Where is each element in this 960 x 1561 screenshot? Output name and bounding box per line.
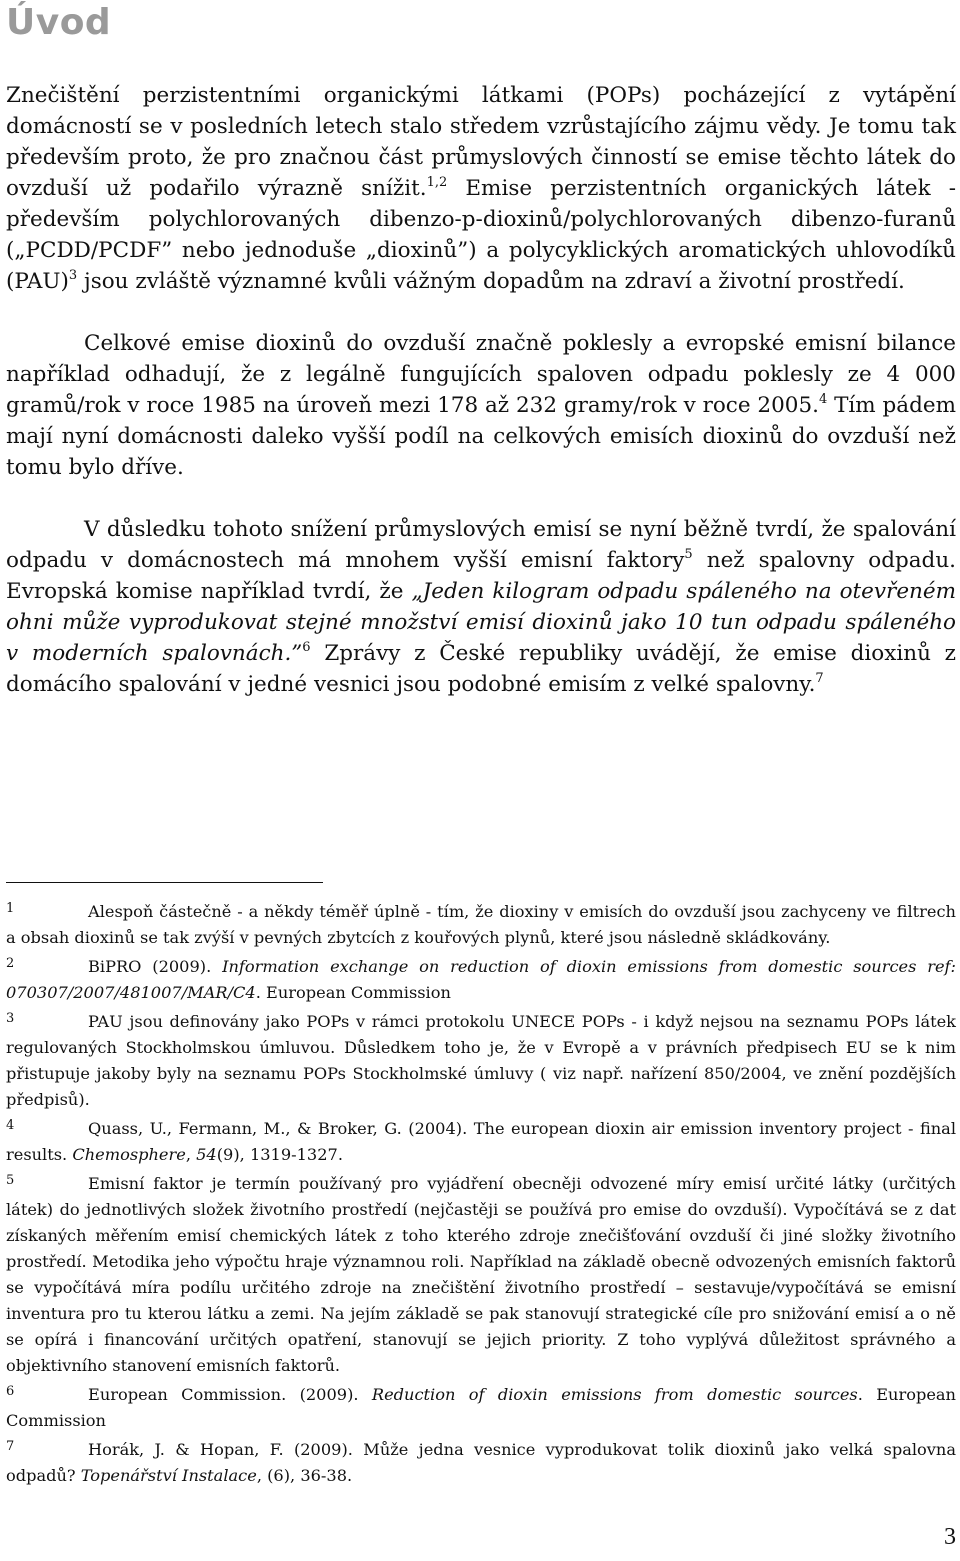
footnote-7 [6, 1434, 956, 1489]
footnote-text: (9), 1319-1327. [216, 1145, 343, 1164]
paragraph-1-text-a: Znečištění perzistentními organickými látkami (POPs) pocházející z vytápění domácností se v posledních letech stalo středem vzrůstajícího zájmu vědy. Je tomu tak především proto, že pro značnou část průmyslových činností se emise těchto látek do ovzduší už podařilo výrazně snížit. [6, 83, 956, 201]
footnote-number: 2 [6, 956, 15, 971]
footnote-number: 7 [6, 1439, 15, 1454]
paragraph-1-text-c: jsou zvláště významné kvůli vážným dopadům na zdraví a životní prostředí. [77, 269, 905, 294]
paragraph-2 [6, 328, 956, 483]
footnote-ref-5[interactable]: 5 [684, 547, 693, 562]
footnotes [6, 896, 956, 1489]
footnote-6 [6, 1379, 956, 1434]
footnote-text: Quass, U., Fermann, M., & Broker, G. (2004). The european dioxin air emission inventory project - final results. [6, 1119, 956, 1164]
footnote-text: PAU jsou definovány jako POPs v rámci protokolu UNECE POPs - i když nejsou na seznamu POPs látek regulovaných Stockholmskou úmluvou. Důsledkem toho je, že v Evropě a v právních předpisech EU se k nim přistupuje jakoby byly na seznamu POPs Stockholmské úmluvy ( viz např. nařízení 850/2004, ve znění pozdějších předpisů). [6, 1012, 956, 1109]
footnote-5 [6, 1168, 956, 1379]
footnote-4 [6, 1113, 956, 1168]
footnote-ref-1-2[interactable]: 1,2 [426, 175, 448, 190]
paragraph-3-quote: „Jeden kilogram odpadu spáleného na otevřeném ohni může vyprodukovat stejné množství emisí dioxinů jako 10 tun odpadu spáleného v moderních spalovnách.” [6, 579, 956, 666]
footnote-title: Information exchange on reduction of dioxin emissions from domestic sources ref: 070307/2007/481007/MAR/C4 [6, 957, 957, 1002]
footnote-ref-3[interactable]: 3 [68, 268, 78, 283]
footnote-text: European Commission. (2009). [88, 1385, 372, 1404]
footnote-number: 4 [6, 1118, 15, 1133]
paragraph-3 [6, 514, 956, 700]
footnote-text: Alespoň částečně - a někdy téměř úplně - tím, že dioxiny v emisích do ovzduší jsou zachyceny ve filtrech a obsah dioxinů se tak zvýší v pevných zbytcích z kouřových plynů, které jsou následně skládkovány. [6, 902, 956, 947]
footnote-text: . European Commission [6, 1385, 956, 1430]
footnote-ref-7[interactable]: 7 [815, 671, 824, 686]
paragraph-1 [6, 80, 956, 297]
page-number: 3 [944, 1524, 956, 1550]
body-text [6, 80, 956, 700]
footnote-separator [6, 882, 323, 883]
footnote-text: , (6), 36-38. [256, 1466, 353, 1485]
page-heading: Úvod [6, 2, 112, 43]
footnote-text: , [185, 1145, 197, 1164]
footnote-text: Emisní faktor je termín používaný pro vyjádření obecněji odvozené míry emisí určité látky (určitých látek) do jednotlivých složek životního prostředí (nejčastěji se používá pro emise do ovzduší). Vypočítává se z dat získaných měřením emisí chemických látek z toho kterého zdroje znečišťování ovzduší či jiné složky životního prostředí. Metodika jeho výpočtu hraje významnou roli. Například na základě obecně odvozených emisních faktorů se vypočítává míra podílu určitého zdroje na znečištění životního prostředí – sestavuje/vypočítává se emisní inventura pro tu kterou látku a zemi. Na jejím základě se pak stanovují strategické cíle pro snižování emisí a o ně se opírá i financování určitých opatření, stanovují se jejich priority. Z toho vyplývá důležitost správného a objektivního stanovení emisních faktorů. [6, 1174, 956, 1375]
paragraph-3-text-a: V důsledku tohoto snížení průmyslových emisí se nyní běžně tvrdí, že spalování odpadu v domácnostech má mnohem vyšší emisní faktory [6, 517, 956, 573]
footnote-ref-6[interactable]: 6 [302, 640, 311, 655]
footnote-1 [6, 896, 956, 951]
footnote-title: Reduction of dioxin emissions from domestic sources [371, 1385, 858, 1404]
footnote-ref-4[interactable]: 4 [818, 392, 828, 407]
footnote-text: . European Commission [255, 983, 451, 1002]
footnote-text: Horák, J. & Hopan, F. (2009). Může jedna vesnice vyprodukovat tolik dioxinů jako velká spalovna odpadů? [6, 1440, 956, 1485]
footnote-text: BiPRO (2009). [88, 957, 223, 976]
paragraph-2-text-b: Tím pádem mají nyní domácnosti daleko vyšší podíl na celkových emisích dioxinů do ovzduší než tomu bylo dříve. [6, 393, 956, 480]
footnote-number: 3 [6, 1011, 15, 1026]
paragraph-3-text-c: Zprávy z České republiky uvádějí, že emise dioxinů z domácího spalování v jedné vesnici jsou podobné emisím z velké spalovny. [6, 641, 956, 697]
paragraph-1-text-b: Emise perzistentních organických látek - především polychlorovaných dibenzo-p-dioxinů/polychlorovaných dibenzo-furanů („PCDD/PCDF” nebo jednoduše „dioxinů”) a polycyklických aromatických uhlovodíků (PAU) [6, 176, 956, 294]
footnote-volume: 54 [196, 1145, 217, 1164]
footnote-number: 5 [6, 1173, 15, 1188]
footnote-2 [6, 951, 956, 1006]
paragraph-2-text-a: Celkové emise dioxinů do ovzduší značně poklesly a evropské emisní bilance například odhadují, že z legálně fungujících spaloven odpadu poklesly ze 4 000 gramů/rok v roce 1985 na úroveň mezi 178 až 232 gramy/rok v roce 2005. [6, 331, 956, 418]
footnote-3 [6, 1006, 956, 1113]
footnote-journal: Chemosphere [72, 1145, 186, 1164]
paragraph-3-text-b: než spalovny odpadu. Evropská komise například tvrdí, že [6, 548, 956, 604]
footnote-number: 6 [6, 1384, 15, 1399]
footnote-journal: Topenářství Instalace [80, 1466, 257, 1485]
footnote-number: 1 [6, 901, 15, 916]
